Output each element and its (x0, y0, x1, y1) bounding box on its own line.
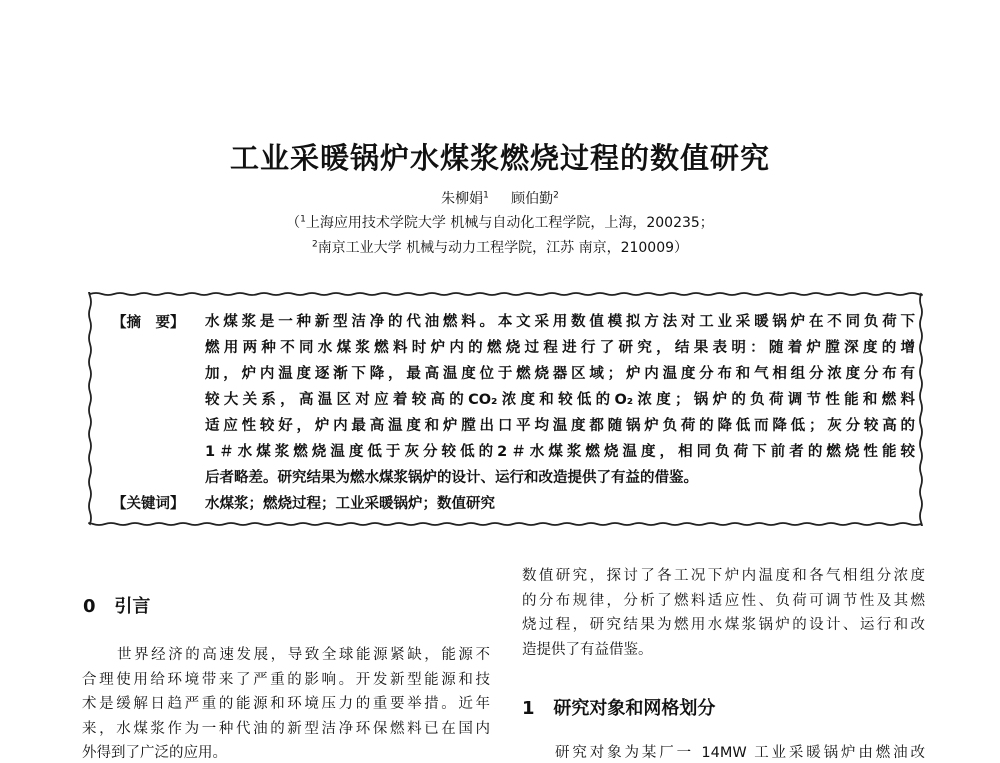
keywords-text: 水煤浆；燃烧过程；工业采暖锅炉；数值研究 (205, 496, 495, 512)
section-number: 1 (522, 698, 535, 719)
author: 朱柳娟 (441, 191, 484, 207)
text-line: 烧过程，研究结果为燃用水煤浆锅炉的设计、运行和改 (522, 617, 925, 633)
author-mark: 1 (483, 190, 489, 201)
text-line: 水煤浆是一种新型洁净的代油燃料。本文采用数值模拟方法对工业采暖锅炉在不同负荷下 (205, 314, 915, 330)
text-line: 合理使用给环境带来了严重的影响。开发新型能源和技 (82, 671, 490, 688)
affiliation-text: 南京工业大学 机械与动力工程学院，江苏 南京，210009） (317, 240, 689, 256)
text-line: 造提供了有益借鉴。 (522, 641, 653, 658)
author-line (0, 188, 1000, 208)
text-line: 世界经济的高速发展，导致全球能源紧缺，能源不 (117, 647, 490, 663)
text-line: 1＃水煤浆燃烧温度低于灰分较低的2＃水煤浆燃烧温度，相同负荷下前者的燃烧性能较 (205, 444, 915, 460)
affiliation-1 (0, 212, 1000, 232)
section-title: 研究对象和网格划分 (553, 698, 716, 719)
affiliation-mark: 1 (300, 214, 306, 225)
text-line: 的分布规律，分析了燃料适应性、负荷可调节性及其燃 (522, 592, 925, 609)
text-line: 较大关系，高温区对应着较高的CO₂浓度和较低的O₂浓度；锅炉的负荷调节性能和燃料 (205, 392, 915, 408)
text-line: 术是缓解日趋严重的能源和环境压力的重要举措。近年 (82, 696, 490, 712)
abstract-label: 【摘 要】 (112, 315, 185, 331)
section-title: 引言 (114, 596, 151, 617)
affiliation-2 (0, 237, 1000, 257)
text-line: 加，炉内温度逐渐下降，最高温度位于燃烧器区域；炉内温度分布和气相组分浓度分布有 (205, 366, 915, 382)
paper-title: 工业采暖锅炉水煤浆燃烧过程的数值研究 (229, 141, 770, 175)
keywords-label: 【关键词】 (112, 496, 185, 512)
paren: （ (286, 215, 301, 231)
text-line: 后者略差。研究结果为燃水煤浆锅炉的设计、运行和改造提供了有益的借鉴。 (205, 470, 698, 486)
text-line: 数值研究，探讨了各工况下炉内温度和各气相组分浓度 (522, 568, 925, 584)
author-mark: 2 (553, 190, 559, 201)
author: 顾伯勤 (511, 191, 554, 207)
section-1-heading (522, 694, 715, 720)
text-line: 来，水煤浆作为一种代油的新型洁净环保燃料已在国内 (82, 720, 490, 737)
affiliation-mark: 2 (311, 239, 318, 250)
body-line: 研究对象为某厂一 14MW 工业采暖锅炉由燃油改 (555, 745, 925, 761)
section-0-heading (83, 592, 150, 618)
text-line: 燃用两种不同水煤浆燃料时炉内的燃烧过程进行了研究，结果表明：随着炉膛深度的增 (205, 340, 915, 356)
section-number: 0 (83, 596, 96, 617)
text-line: 外得到了广泛的应用。 (82, 745, 227, 761)
text-line: 适应性较好，炉内最高温度和炉膛出口平均温度都随锅炉负荷的降低而降低；灰分较高的 (205, 418, 915, 434)
affiliation-text: 上海应用技术学院大学 机械与自动化工程学院，上海，200235； (305, 215, 714, 231)
